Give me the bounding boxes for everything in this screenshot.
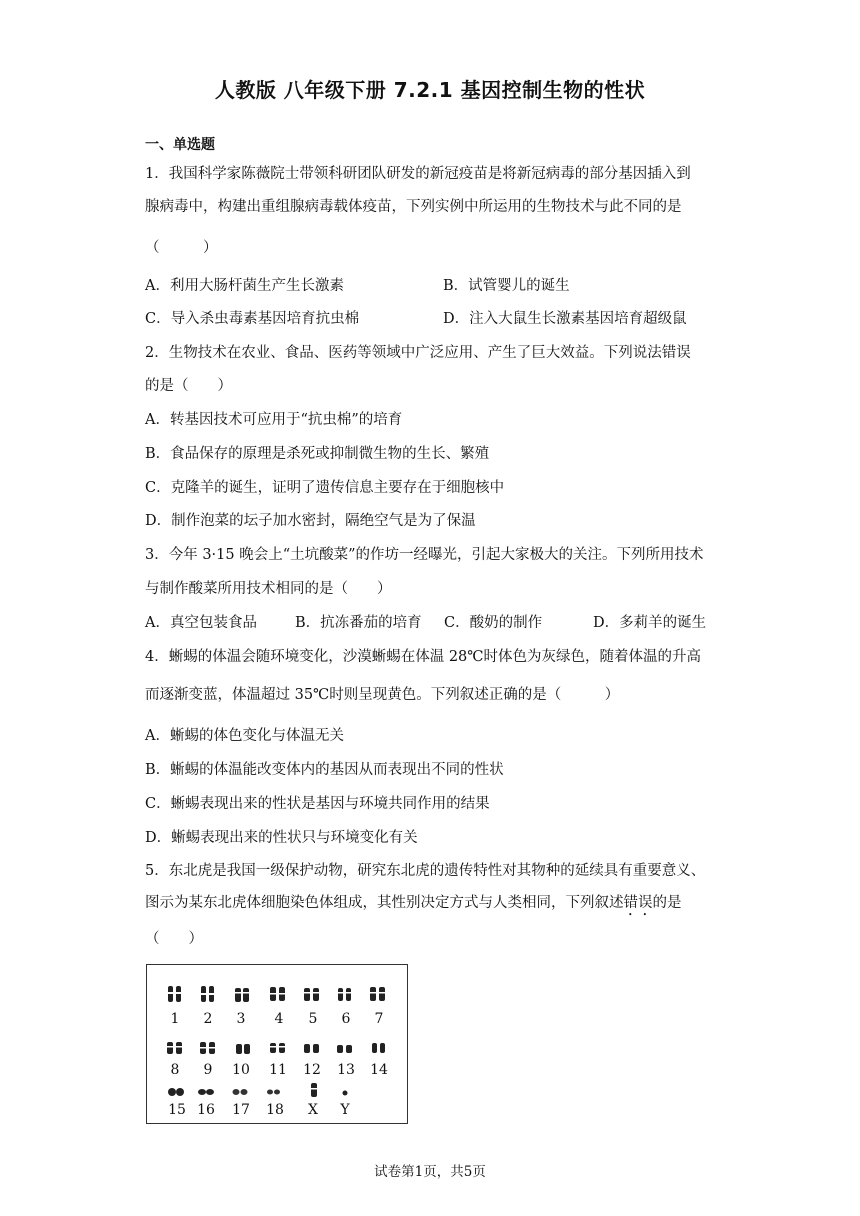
chromosome-pair-5 (302, 987, 322, 1003)
q4-stem-line1: 4．蜥蜴的体温会随环境变化，沙漠蜥蜴在体温 28℃时体色为灰绿色，随着体温的升高 (145, 649, 702, 665)
chromosome-pair-9 (198, 1041, 218, 1057)
karyotype-label-6: 6 (341, 1011, 351, 1027)
chromosome-pair-6 (335, 987, 355, 1003)
section-heading: 一、单选题 (145, 137, 215, 153)
q4-option-b: B．蜥蜴的体温能改变体内的基因从而表现出不同的性状 (145, 762, 504, 778)
karyotype-label-9: 9 (203, 1062, 213, 1078)
chromosome-pair-14 (369, 1042, 389, 1058)
q4-option-d: D．蜥蜴表现出来的性状只与环境变化有关 (145, 830, 418, 846)
page-title: 人教版 八年级下册 7.2.1 基因控制生物的性状 (214, 78, 646, 102)
chromosome-pair-3 (232, 987, 252, 1003)
karyotype-figure (146, 964, 408, 1124)
q5-emphasis-word: 错误 (623, 895, 653, 911)
page-footer: 试卷第1页，共5页 (374, 1164, 486, 1180)
q2-stem-line2: 的是（ ） (145, 378, 232, 394)
q3-stem-line1: 3．今年 3·15 晚会上“土坑酸菜”的作坊一经曝光，引起大家极大的关注。下列所用技术 (145, 547, 704, 563)
q2-option-c: C．克隆羊的诞生，证明了遗传信息主要存在于细胞核中 (145, 480, 505, 496)
q2-option-a: A．转基因技术可应用于“抗虫棉”的培育 (145, 412, 403, 428)
chromosome-x (304, 1082, 324, 1098)
q1-option-c: C．导入杀虫毒素基因培育抗虫棉 (145, 311, 360, 327)
karyotype-label-1: 1 (170, 1011, 180, 1027)
q5-answer-bracket: （ ） (145, 931, 203, 947)
q4-option-c: C．蜥蜴表现出来的性状是基因与环境共同作用的结果 (145, 796, 490, 812)
q2-option-d: D．制作泡菜的坛子加水密封，隔绝空气是为了保温 (145, 513, 476, 529)
karyotype-label-12: 12 (303, 1062, 321, 1078)
q3-option-a: A．真空包装食品 (145, 615, 257, 631)
q5-stem-line2-text: 图示为某东北虎体细胞染色体组成，其性别决定方式与人类相同，下列叙述 (145, 895, 624, 911)
q3-option-d: D．多莉羊的诞生 (593, 615, 707, 631)
q3-option-b: B．抗冻番茄的培育 (295, 615, 422, 631)
chromosome-pair-1 (165, 985, 185, 1001)
q1-option-a: A．利用大肠杆菌生产生长激素 (145, 278, 344, 294)
q1-stem-line2: 腺病毒中，构建出重组腺病毒载体疫苗，下列实例中所运用的生物技术与此不同的是 (145, 199, 682, 215)
chromosome-pair-7 (368, 986, 388, 1002)
karyotype-label-18: 18 (266, 1102, 284, 1118)
chromosome-pair-10 (233, 1043, 253, 1059)
karyotype-label-y: Y (340, 1102, 350, 1118)
karyotype-label-x: X (308, 1102, 318, 1118)
q5-stem-line2-end: 的是 (652, 895, 682, 911)
karyotype-label-10: 10 (232, 1062, 250, 1078)
karyotype-label-4: 4 (274, 1011, 284, 1027)
chromosome-pair-2 (198, 985, 218, 1001)
karyotype-label-8: 8 (170, 1062, 180, 1078)
karyotype-label-3: 3 (236, 1011, 246, 1027)
karyotype-label-16: 16 (197, 1102, 215, 1118)
karyotype-label-7: 7 (374, 1011, 384, 1027)
q1-answer-bracket: （ ） (145, 240, 218, 256)
q1-option-d: D．注入大鼠生长激素基因培育超级鼠 (443, 311, 687, 327)
karyotype-label-2: 2 (203, 1011, 213, 1027)
q3-option-c: C．酸奶的制作 (444, 615, 543, 631)
chromosome-pair-12 (302, 1043, 322, 1059)
q2-option-b: B．食品保存的原理是杀死或抑制微生物的生长、繁殖 (145, 446, 490, 462)
karyotype-label-15: 15 (168, 1102, 186, 1118)
chromosome-pair-11 (268, 1042, 288, 1058)
chromosome-pair-8 (165, 1041, 185, 1057)
q3-stem-line2: 与制作酸菜所用技术相同的是（ ） (145, 581, 392, 597)
q5-stem-line2 (145, 893, 682, 919)
q1-option-b: B．试管婴儿的诞生 (443, 278, 570, 294)
karyotype-label-14: 14 (370, 1062, 388, 1078)
karyotype-label-17: 17 (232, 1102, 250, 1118)
q4-option-a: A．蜥蜴的体色变化与体温无关 (145, 728, 344, 744)
q4-stem-line2: 而逐渐变蓝，体温超过 35℃时则呈现黄色。下列叙述正确的是（ ） (145, 687, 620, 703)
q2-stem-line1: 2．生物技术在农业、食品、医药等领域中广泛应用、产生了巨大效益。下列说法错误 (145, 345, 691, 361)
chromosome-pair-13 (335, 1043, 355, 1059)
karyotype-label-5: 5 (308, 1011, 318, 1027)
chromosome-pair-15 (166, 1087, 186, 1103)
q5-stem-line1: 5．东北虎是我国一级保护动物，研究东北虎的遗传特性对其物种的延续具有重要意义、 (145, 863, 706, 879)
karyotype-label-11: 11 (269, 1062, 287, 1078)
q1-stem-line1: 1．我国科学家陈薇院士带领科研团队研发的新冠疫苗是将新冠病毒的部分基因插入到 (145, 166, 691, 182)
karyotype-label-13: 13 (337, 1062, 355, 1078)
chromosome-pair-4 (268, 986, 288, 1002)
